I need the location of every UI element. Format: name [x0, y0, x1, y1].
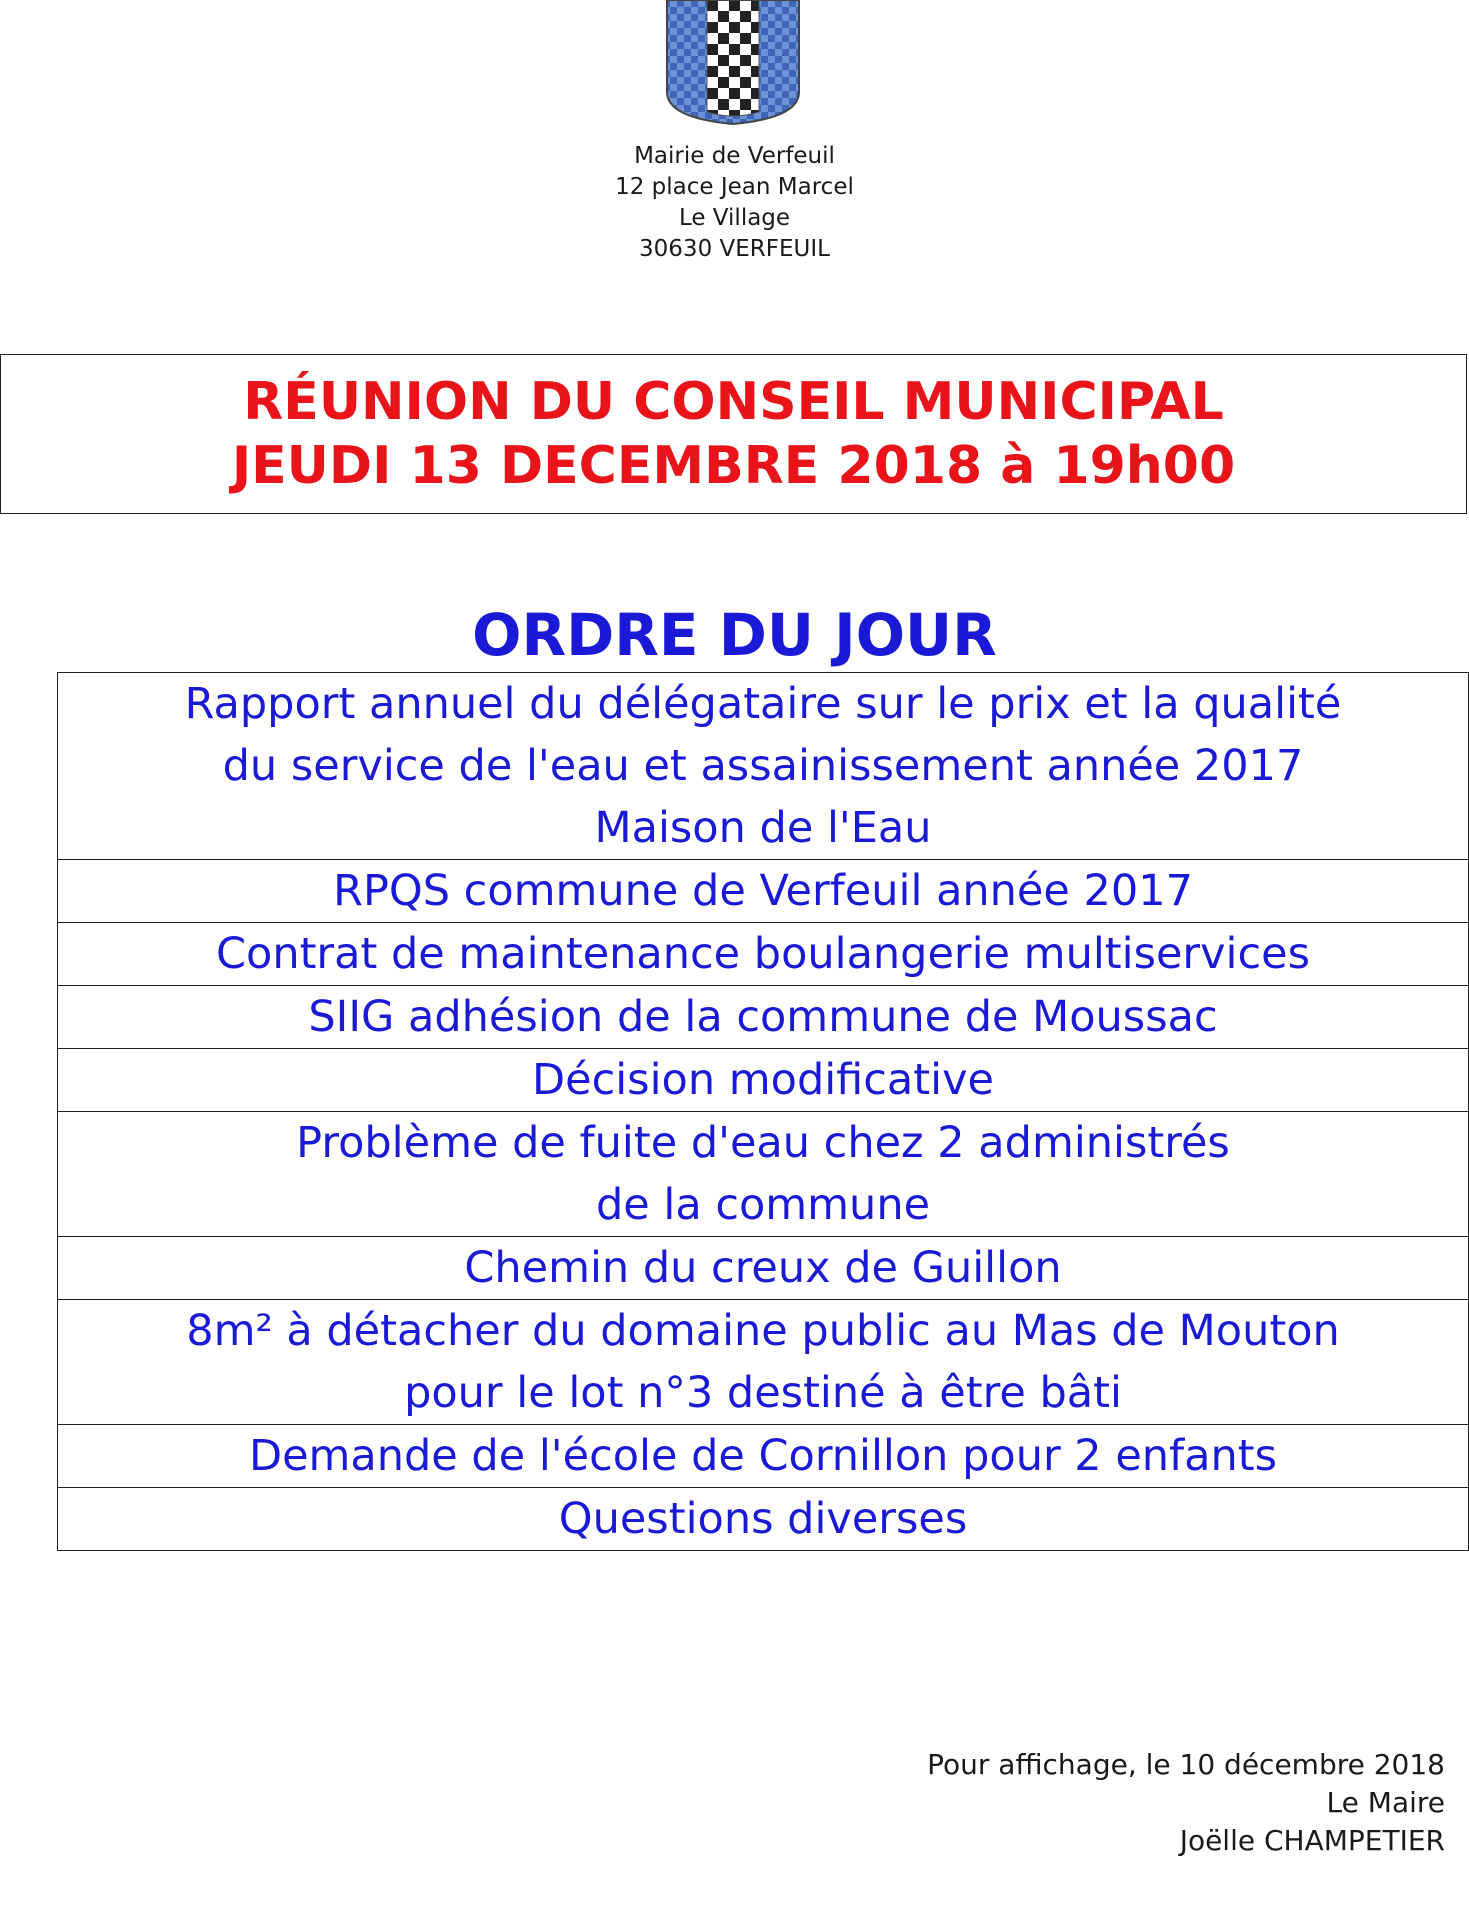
agenda-item: Décision modificative	[58, 1049, 1468, 1112]
agenda-item: SIIG adhésion de la commune de Moussac	[58, 986, 1468, 1049]
meeting-title: RÉUNION DU CONSEIL MUNICIPAL	[243, 372, 1224, 432]
signatory-role: Le Maire	[1326, 1786, 1445, 1819]
meeting-date: JEUDI 13 DECEMBRE 2018 à 19h00	[231, 436, 1236, 496]
agenda-item: Problème de fuite d'eau chez 2 administrés de la commune	[58, 1112, 1468, 1237]
agenda-item: 8m² à détacher du domaine public au Mas de Mouton pour le lot n°3 destiné à être bâti	[58, 1300, 1468, 1425]
agenda-item: Rapport annuel du délégataire sur le prix et la qualité du service de l'eau et assainissement année 2017 Maison de l'Eau	[58, 673, 1468, 860]
agenda-item: Chemin du creux de Guillon	[58, 1237, 1468, 1300]
agenda-item: Demande de l'école de Cornillon pour 2 enfants	[58, 1425, 1468, 1488]
signature-block	[645, 1746, 1445, 1860]
coat-of-arms-logo	[663, 0, 803, 128]
address-line-postcode: 30630 VERFEUIL	[639, 236, 830, 262]
agenda-item: Questions diverses	[558, 1494, 968, 1544]
address-line-locality: Le Village	[678, 205, 791, 231]
shield-pale	[707, 0, 759, 116]
agenda-heading: ORDRE DU JOUR	[472, 601, 997, 669]
agenda-item: RPQS commune de Verfeuil année 2017	[58, 860, 1468, 923]
agenda-table	[57, 672, 1469, 1551]
meeting-title-box	[0, 354, 1467, 514]
posting-date: Pour affichage, le 10 décembre 2018	[927, 1748, 1445, 1781]
address-line-street: 12 place Jean Marcel	[615, 174, 854, 200]
agenda-item: Contrat de maintenance boulangerie multiservices	[58, 923, 1468, 986]
signatory-name: Joëlle CHAMPETIER	[1179, 1824, 1445, 1857]
mairie-address	[0, 141, 1469, 265]
address-line-name: Mairie de Verfeuil	[634, 143, 835, 169]
